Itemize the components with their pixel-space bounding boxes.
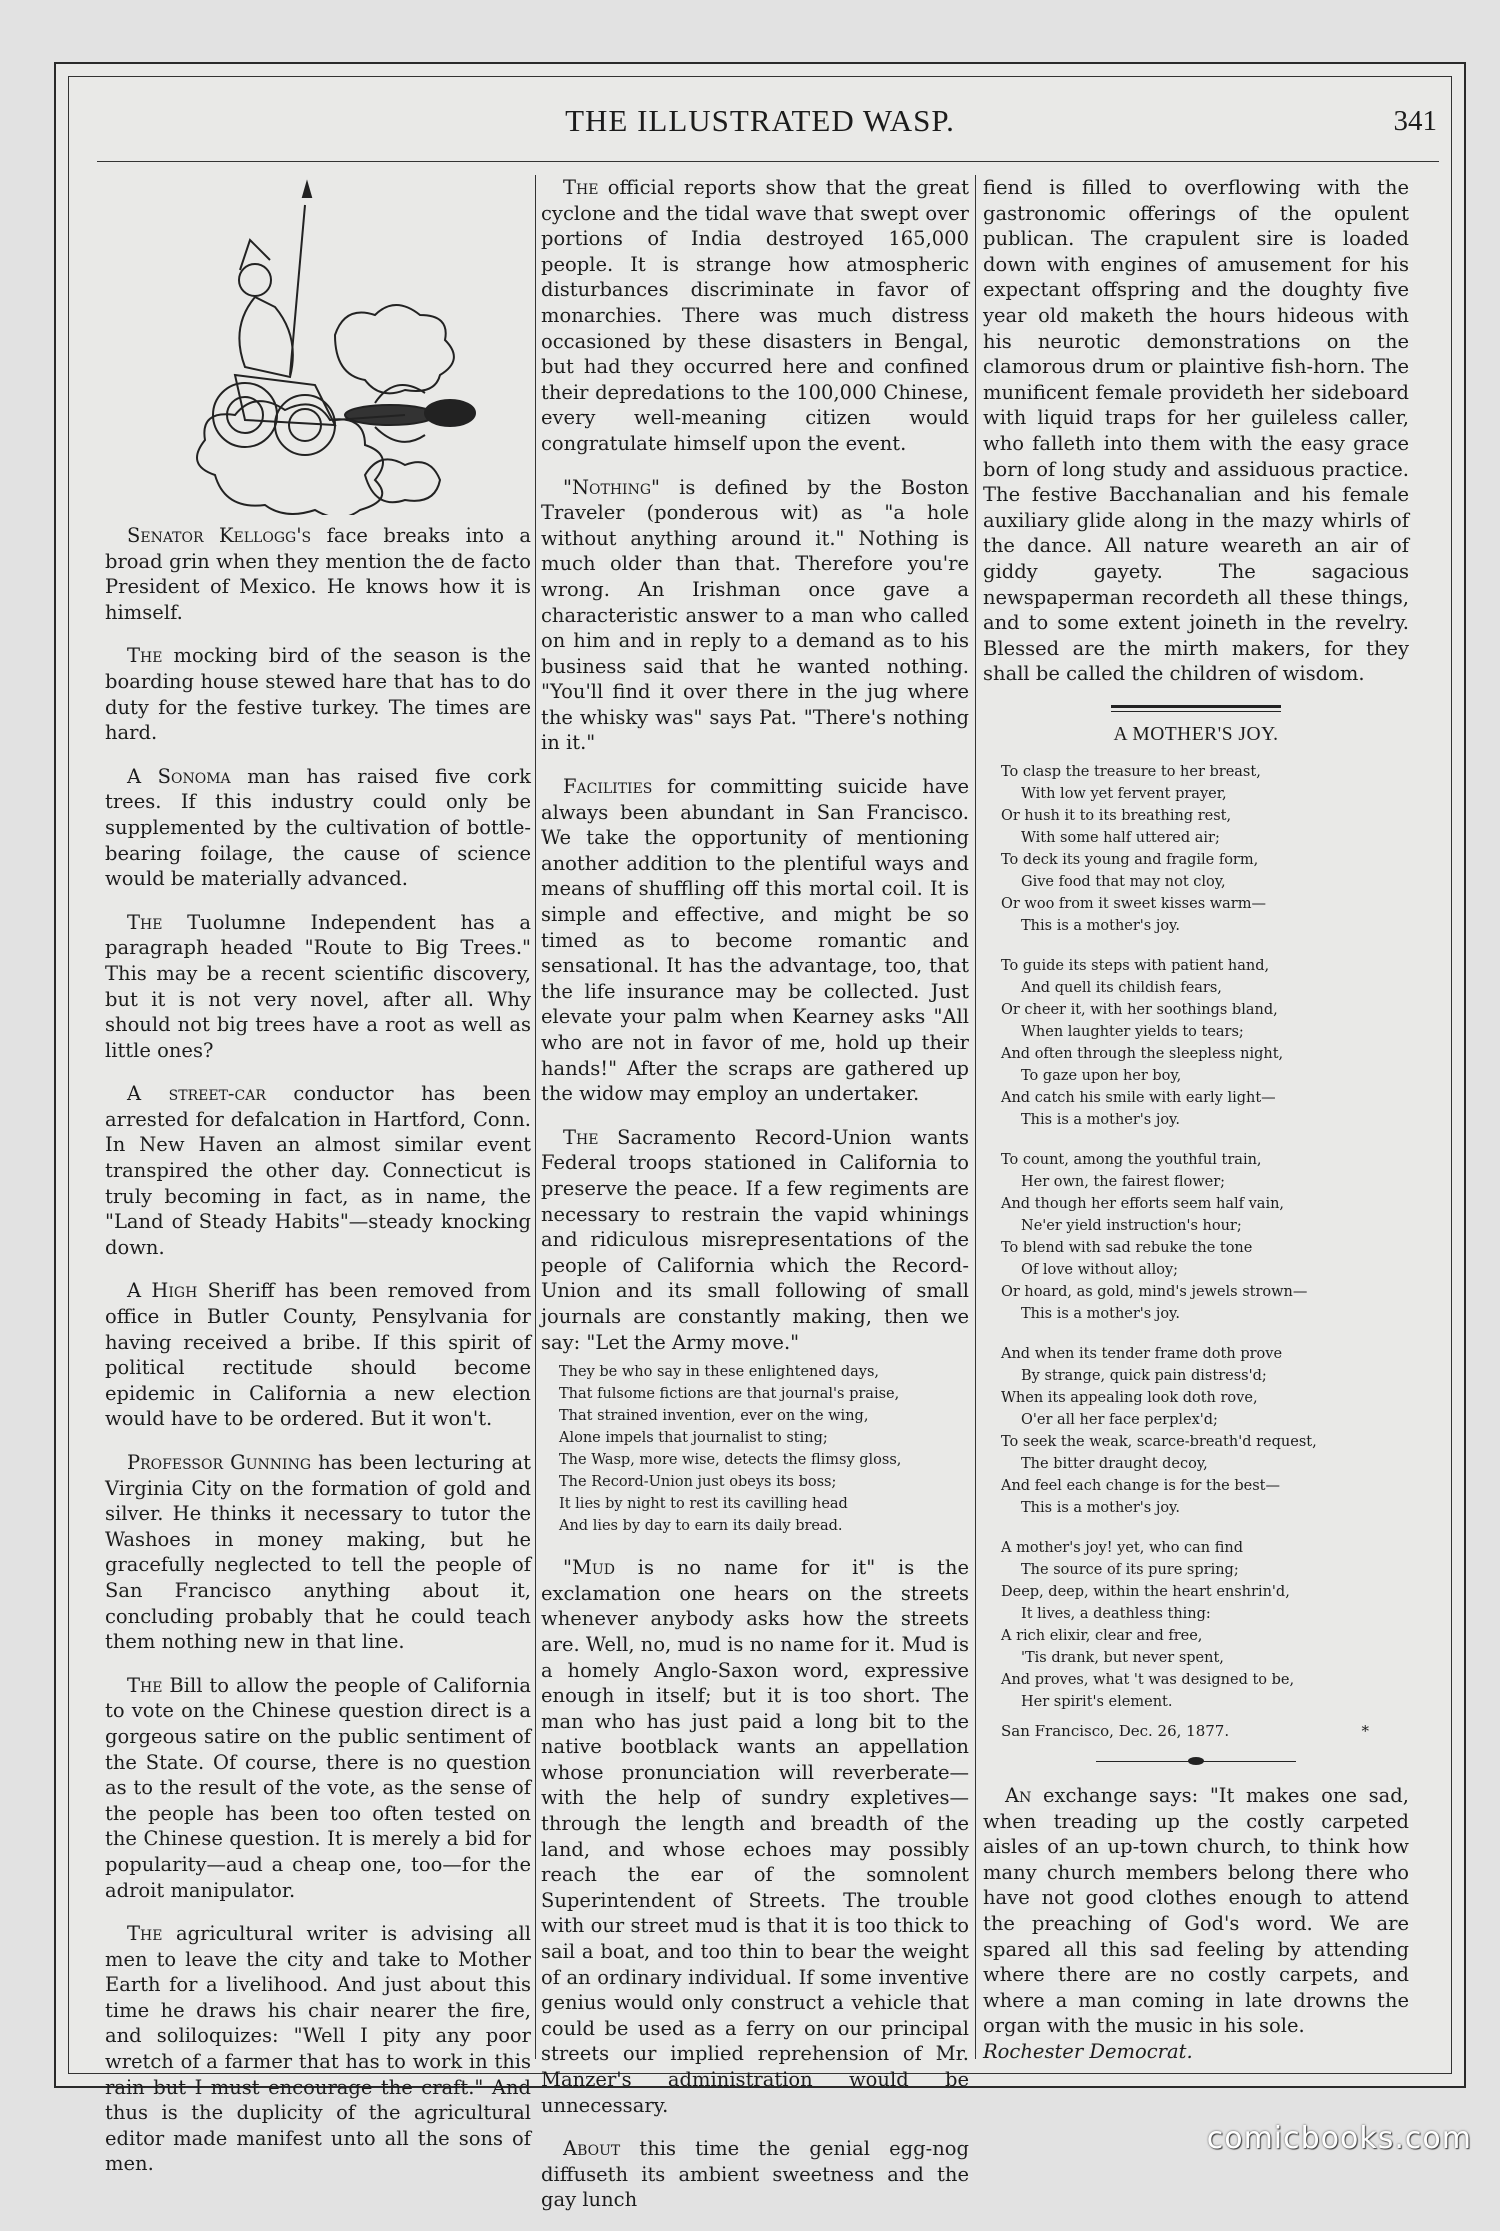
paragraph: Senator Kellogg's face breaks into a broad grin when they mention the de facto President of Mexico. He knows how it is himself. [105, 524, 532, 624]
verse-line: And quell its childish fears, [1021, 980, 1222, 997]
verse-line: And often through the sleepless night, [1001, 1046, 1284, 1063]
verse-line: And lies by day to earn its daily bread. [559, 1518, 843, 1535]
header-rule [97, 161, 1439, 162]
verse-line: O'er all her face perplex'd; [1021, 1412, 1218, 1429]
verse-line: Or woo from it sweet kisses warm— [1001, 896, 1266, 913]
verse-line: Or cheer it, with her soothings bland, [1001, 1002, 1278, 1019]
poem-stanza [1001, 955, 1409, 1131]
verse-line: This is a mother's joy. [1021, 1112, 1180, 1129]
column-1 [105, 175, 531, 2195]
verse-line: The Record-Union just obeys its boss; [559, 1474, 837, 1491]
source-citation: Rochester Democrat. [983, 2040, 1193, 2063]
verse-line: To blend with sad rebuke the tone [1001, 1240, 1253, 1257]
verse-line: Or hoard, as gold, mind's jewels strown— [1001, 1284, 1308, 1301]
verse-line: And though her efforts seem half vain, [1001, 1196, 1285, 1213]
verse-line: The Wasp, more wise, detects the flimsy gloss, [559, 1452, 902, 1469]
verse-line: Deep, deep, within the heart enshrin'd, [1001, 1584, 1290, 1601]
verse-line: Of love without alloy; [1021, 1262, 1179, 1279]
column-3 [983, 175, 1409, 2083]
paragraph: The official reports show that the great cyclone and the tidal wave that swept over portions of India destroyed 165,000 people. It is strange how atmospheric disturbances discriminate in favor of monarchies. There was much distress occasioned by these disasters in Bengal, but had they occurred here and confined their depredations to the 100,000 Chinese, every well-meaning citizen would congratulate himself upon the event. [541, 176, 969, 455]
paragraph: Facilities for committing suicide have always been abundant in San Francisco. We take the opportunity of mentioning another addition to the plentiful ways and means of shuffling off this mortal coil. It is simple and effective, and might be so timed as to become romantic and sensational. It has the advantage, too, that the life insurance may be collected. Just elevate your palm when Kearney asks "All who are not in favor of me, hold up their hands!" After the scraps are gathered up the widow may employ an undertaker. [541, 775, 969, 1106]
verse-line: To guide its steps with patient hand, [1001, 958, 1270, 975]
paragraph: The Tuolumne Independent has a paragraph headed "Route to Big Trees." This may be a recent scientific discovery, but it is not very novel, after all. Why should not big trees have a root as well as little ones? [105, 910, 531, 1062]
verse-line: This is a mother's joy. [1021, 1500, 1180, 1517]
verse-line: Her spirit's element. [1021, 1694, 1173, 1711]
cartoon-illustration [105, 175, 531, 515]
verse-line: By strange, quick pain distress'd; [1021, 1368, 1267, 1385]
watermark: comicbooks.com [1206, 2121, 1472, 2156]
paragraph: About this time the genial egg-nog diffuseth its ambient sweetness and the gay lunch [541, 2137, 969, 2212]
verse-line: It lies by night to rest its cavilling head [559, 1496, 848, 1513]
poem-stanza [1001, 761, 1409, 937]
verse-line: When laughter yields to tears; [1021, 1024, 1244, 1041]
verse-line: This is a mother's joy. [1021, 1306, 1180, 1323]
poem-title: A MOTHER'S JOY. [1113, 723, 1279, 745]
verse-line: Give food that may not cloy, [1021, 874, 1226, 891]
verse-line: And catch his smile with early light— [1001, 1090, 1276, 1107]
paragraph: The Bill to allow the people of California to vote on the Chinese question direct is a gorgeous satire on the public sentiment of the State. Of course, there is no question as to the result of the vote, as the sense of the people has been too often tested on the Chinese question. It is merely a bid for popularity—aud a cheap one, too—for the adroit manipulator. [105, 1673, 531, 1902]
paragraph: Professor Gunning has been lecturing at Virginia City on the formation of gold and silver. He thinks it necessary to tutor the Washoes in money making, but he gracefully neglected to tell the people of San Francisco anything about it, concluding probably that he could teach them nothing new in that line. [105, 1451, 531, 1654]
verse-line: Or hush it to its breathing rest, [1001, 808, 1232, 825]
verse-line: The source of its pure spring; [1021, 1562, 1239, 1579]
verse-line: The bitter draught decoy, [1021, 1456, 1208, 1473]
verse-line: That strained invention, ever on the wing, [559, 1408, 869, 1425]
masthead-title: THE ILLUSTRATED WASP. [565, 103, 955, 138]
paragraph: A street-car conductor has been arrested for defalcation in Hartford, Conn. In New Haven an almost similar event transpired the other day. Connecticut is truly becoming in fact, as in name, the "Land of Steady Habits"—steady knocking down. [105, 1082, 531, 1259]
column-divider [975, 175, 976, 2059]
paragraph: The mocking bird of the season is the boarding house stewed hare that has to do duty for the festive turkey. The times are hard. [105, 644, 531, 745]
column-divider [535, 175, 536, 2059]
verse-line: A mother's joy! yet, who can find [1001, 1540, 1244, 1557]
verse-line: And when its tender frame doth prove [1001, 1346, 1283, 1363]
page-number: 341 [1393, 105, 1437, 137]
verse-block [559, 1361, 969, 1537]
verse-line: 'Tis drank, but never spent, [1021, 1650, 1224, 1667]
verse-line: Her own, the fairest flower; [1021, 1174, 1226, 1191]
column-2 [541, 175, 969, 2231]
paragraph: An exchange says: "It makes one sad, when treading up the costly carpeted aisles of an up-town church, to think how many church members belong there who have not good clothes enough to attend the preaching of God's word. We are spared all this sad feeling by attending where there are no costly carpets, and where a man coming in late drowns the organ with the music in his sole. Rochester Democrat. [983, 1784, 1409, 2063]
verse-line: Ne'er yield instruction's hour; [1021, 1218, 1242, 1235]
verse-line: To seek the weak, scarce-breath'd request, [1001, 1434, 1317, 1451]
verse-line: Alone impels that journalist to sting; [559, 1430, 828, 1447]
poem-signature [1001, 1719, 1409, 1745]
paragraph: "Mud is no name for it" is the exclamation one hears on the streets whenever anybody asks how the streets are. Well, no, mud is no name for it. Mud is a homely Anglo-Saxon word, expressive enough in itself; but it is too short. The man who has just paid a long bit to the native bootblack wants an appellation whose pronunciation will reverberate—with the help of sundry expletives—through the length and breadth of the land, and whose echoes may possibly reach the ear of the somnolent Superintendent of Streets. The trouble with our street mud is that it is too thick to sail a boat, and too thin to bear the weight of an ordinary individual. If some inventive genius would only construct a vehicle that could be used as a ferry on our principal streets our implied reprehension of Mr. Manzer's administration would be unnecessary. [541, 1556, 969, 2117]
verse-line: To clasp the treasure to her breast, [1001, 764, 1261, 781]
verse-line: This is a mother's joy. [1021, 918, 1180, 935]
verse-line: When its appealing look doth rove, [1001, 1390, 1258, 1407]
paragraph: A Sonoma man has raised five cork trees. If this industry could only be supplemented by the cultivation of bottle-bearing foilage, the cause of science would be materially advanced. [105, 764, 531, 891]
verse-line: And proves, what 't was designed to be, [1001, 1672, 1295, 1689]
paragraph: fiend is filled to overflowing with the gastronomic offerings of the opulent publican. The crapulent sire is loaded down with engines of amusement for his expectant offspring and the doughty five year old maketh the hours hideous with his neurotic demonstrations on the clamorous drum or plaintive fish-horn. The munificent female provideth her sideboard with liquid traps for her guileless caller, who falleth into them with the easy grace born of long study and assiduous practice. The festive Bacchanalian and his female auxiliary glide along in the mazy whirls of the dance. All nature weareth an air of giddy gayety. The sagacious newspaperman recordeth all these things, and to some extent joineth in the revelry. Blessed are the mirth makers, for they shall be called the children of wisdom. [983, 176, 1409, 686]
verse-line: They be who say in these enlightened days, [559, 1364, 880, 1381]
paragraph: The Sacramento Record-Union wants Federal troops stationed in California to preserve the peace. If a few regiments are necessary to restrain the vapid whinings and ridiculous misrepresentations of the people of California which the Record-Union and its small following of small journals are constantly making, then we say: "Let the Army move." [541, 1125, 969, 1354]
verse-line: To count, among the youthful train, [1001, 1152, 1262, 1169]
ornament-rule [1096, 1757, 1296, 1765]
verse-line: And feel each change is for the best— [1001, 1478, 1280, 1495]
verse-line: With some half uttered air; [1021, 830, 1220, 847]
verse-line: With low yet fervent prayer, [1021, 786, 1227, 803]
paragraph: "Nothing" is defined by the Boston Traveler (ponderous wit) as "a hole without anything around it." Nothing is much older than that. Therefore you're wrong. An Irishman once gave a characteristic answer to a man who called on him and in reply to a demand as to his business said that he wanted nothing. "You'll find it over there in the jug where the whisky was" says Pat. "There's nothing in it." [541, 475, 969, 755]
poem-stanza [1001, 1149, 1409, 1325]
verse-line: It lives, a deathless thing: [1021, 1606, 1211, 1623]
verse-line: To deck its young and fragile form, [1001, 852, 1259, 869]
author-star: * [1361, 1722, 1369, 1741]
paragraph: A High Sheriff has been removed from office in Butler County, Pensylvania for having received a bribe. If this spirit of political rectitude should become epidemic in California a new election would have to be ordered. But it won't. [105, 1279, 531, 1431]
section-rule [1111, 705, 1281, 712]
dateline: San Francisco, Dec. 26, 1877. [1001, 1722, 1230, 1741]
poem-stanza [1001, 1537, 1409, 1713]
verse-line: To gaze upon her boy, [1021, 1068, 1182, 1085]
verse-line: That fulsome fictions are that journal's praise, [559, 1386, 900, 1403]
paragraph: The agricultural writer is advising all men to leave the city and take to Mother Earth for a livelihood. And just about this time he draws his chair nearer the fire, and soliloquizes: "Well I pity any poor wretch of a farmer that has to work in this rain but I must encourage the craft." And thus is the duplicity of the agricultural editor made manifest unto all the sons of men. [105, 1922, 531, 2176]
poem-stanza [1001, 1343, 1409, 1519]
verse-line: A rich elixir, clear and free, [1001, 1628, 1203, 1645]
